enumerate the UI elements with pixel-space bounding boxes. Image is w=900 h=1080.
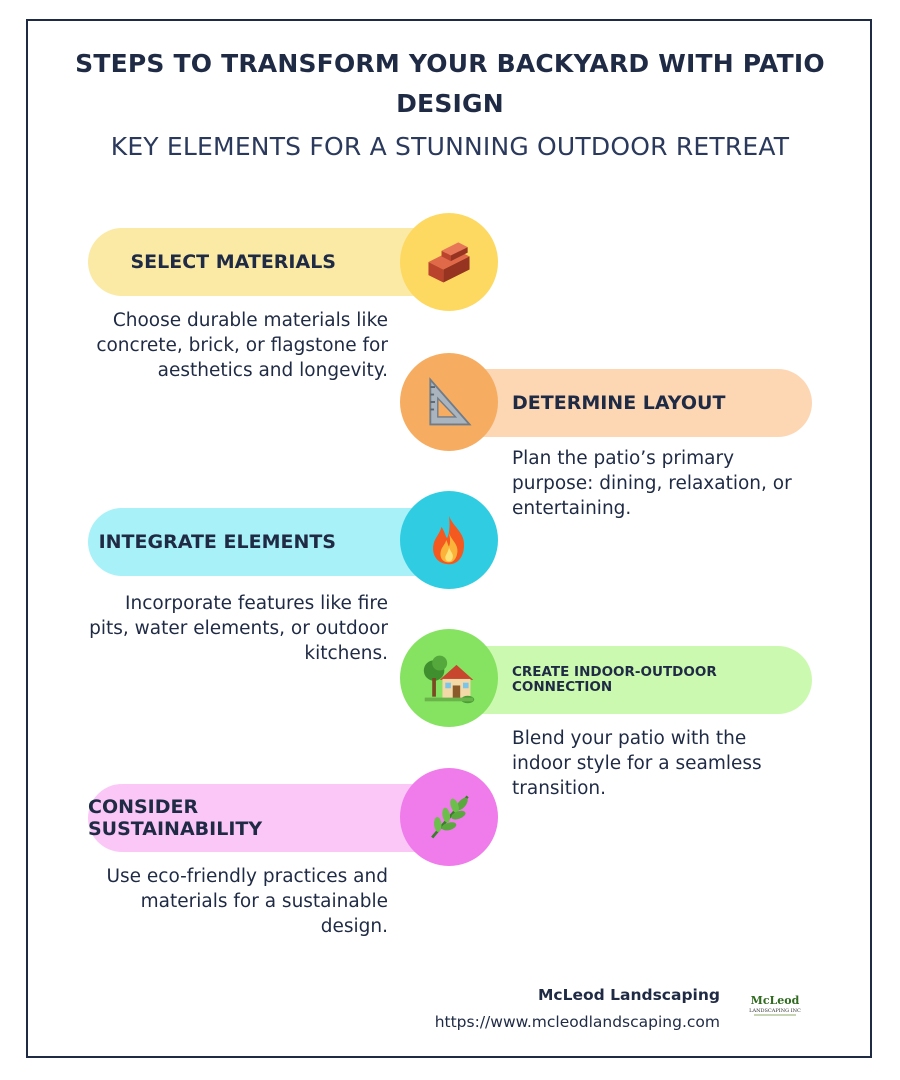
- step-integrate-elements-description: Incorporate features like fire pits, water elements, or outdoor kitchens.: [89, 593, 388, 664]
- step-label: CONSIDER SUSTAINABILITY: [88, 796, 263, 840]
- step-determine-layout-description: Plan the patio’s primary purpose: dining, relaxation, or entertaining.: [512, 448, 792, 519]
- company-logo: [744, 993, 806, 1017]
- svg-text:LANDSCAPING INC: LANDSCAPING INC: [749, 1008, 801, 1014]
- herb-icon: [421, 789, 477, 845]
- house-with-garden-icon: [421, 650, 477, 706]
- step-label: SELECT MATERIALS: [130, 251, 336, 273]
- step-integrate-elements-circle: [400, 491, 498, 589]
- step-select-materials-description: Choose durable materials like concrete, brick, or flagstone for aesthetics and longevity.: [96, 310, 388, 381]
- brick-icon: [421, 234, 477, 290]
- svg-text:McLeod: McLeod: [750, 994, 800, 1007]
- step-integrate-elements-pill: [88, 508, 448, 576]
- step-consider-sustainability-circle: [400, 768, 498, 866]
- company-name: McLeod Landscaping: [537, 986, 720, 1004]
- fire-icon: [421, 512, 477, 568]
- step-label: INTEGRATE ELEMENTS: [98, 531, 336, 553]
- step-select-materials-pill: [88, 228, 448, 296]
- step-consider-sustainability-pill: [88, 784, 448, 852]
- step-determine-layout-circle: [400, 353, 498, 451]
- step-select-materials-circle: [400, 213, 498, 311]
- step-consider-sustainability-description: Use eco-friendly practices and materials for a sustainable design.: [106, 866, 388, 937]
- triangle-ruler-icon: [421, 374, 477, 430]
- step-indoor-outdoor-circle: [400, 629, 498, 727]
- step-indoor-outdoor-description: Blend your patio with the indoor style for a seamless transition.: [512, 728, 762, 799]
- page-title: STEPS TO TRANSFORM YOUR BACKYARD WITH PATIO DESIGN: [75, 49, 825, 118]
- company-url[interactable]: https://www.mcleodlandscaping.com: [434, 1013, 720, 1031]
- page-subtitle: KEY ELEMENTS FOR A STUNNING OUTDOOR RETREAT: [110, 132, 790, 161]
- step-label: CREATE INDOOR-OUTDOOR CONNECTION: [512, 664, 717, 695]
- step-label: DETERMINE LAYOUT: [512, 392, 726, 414]
